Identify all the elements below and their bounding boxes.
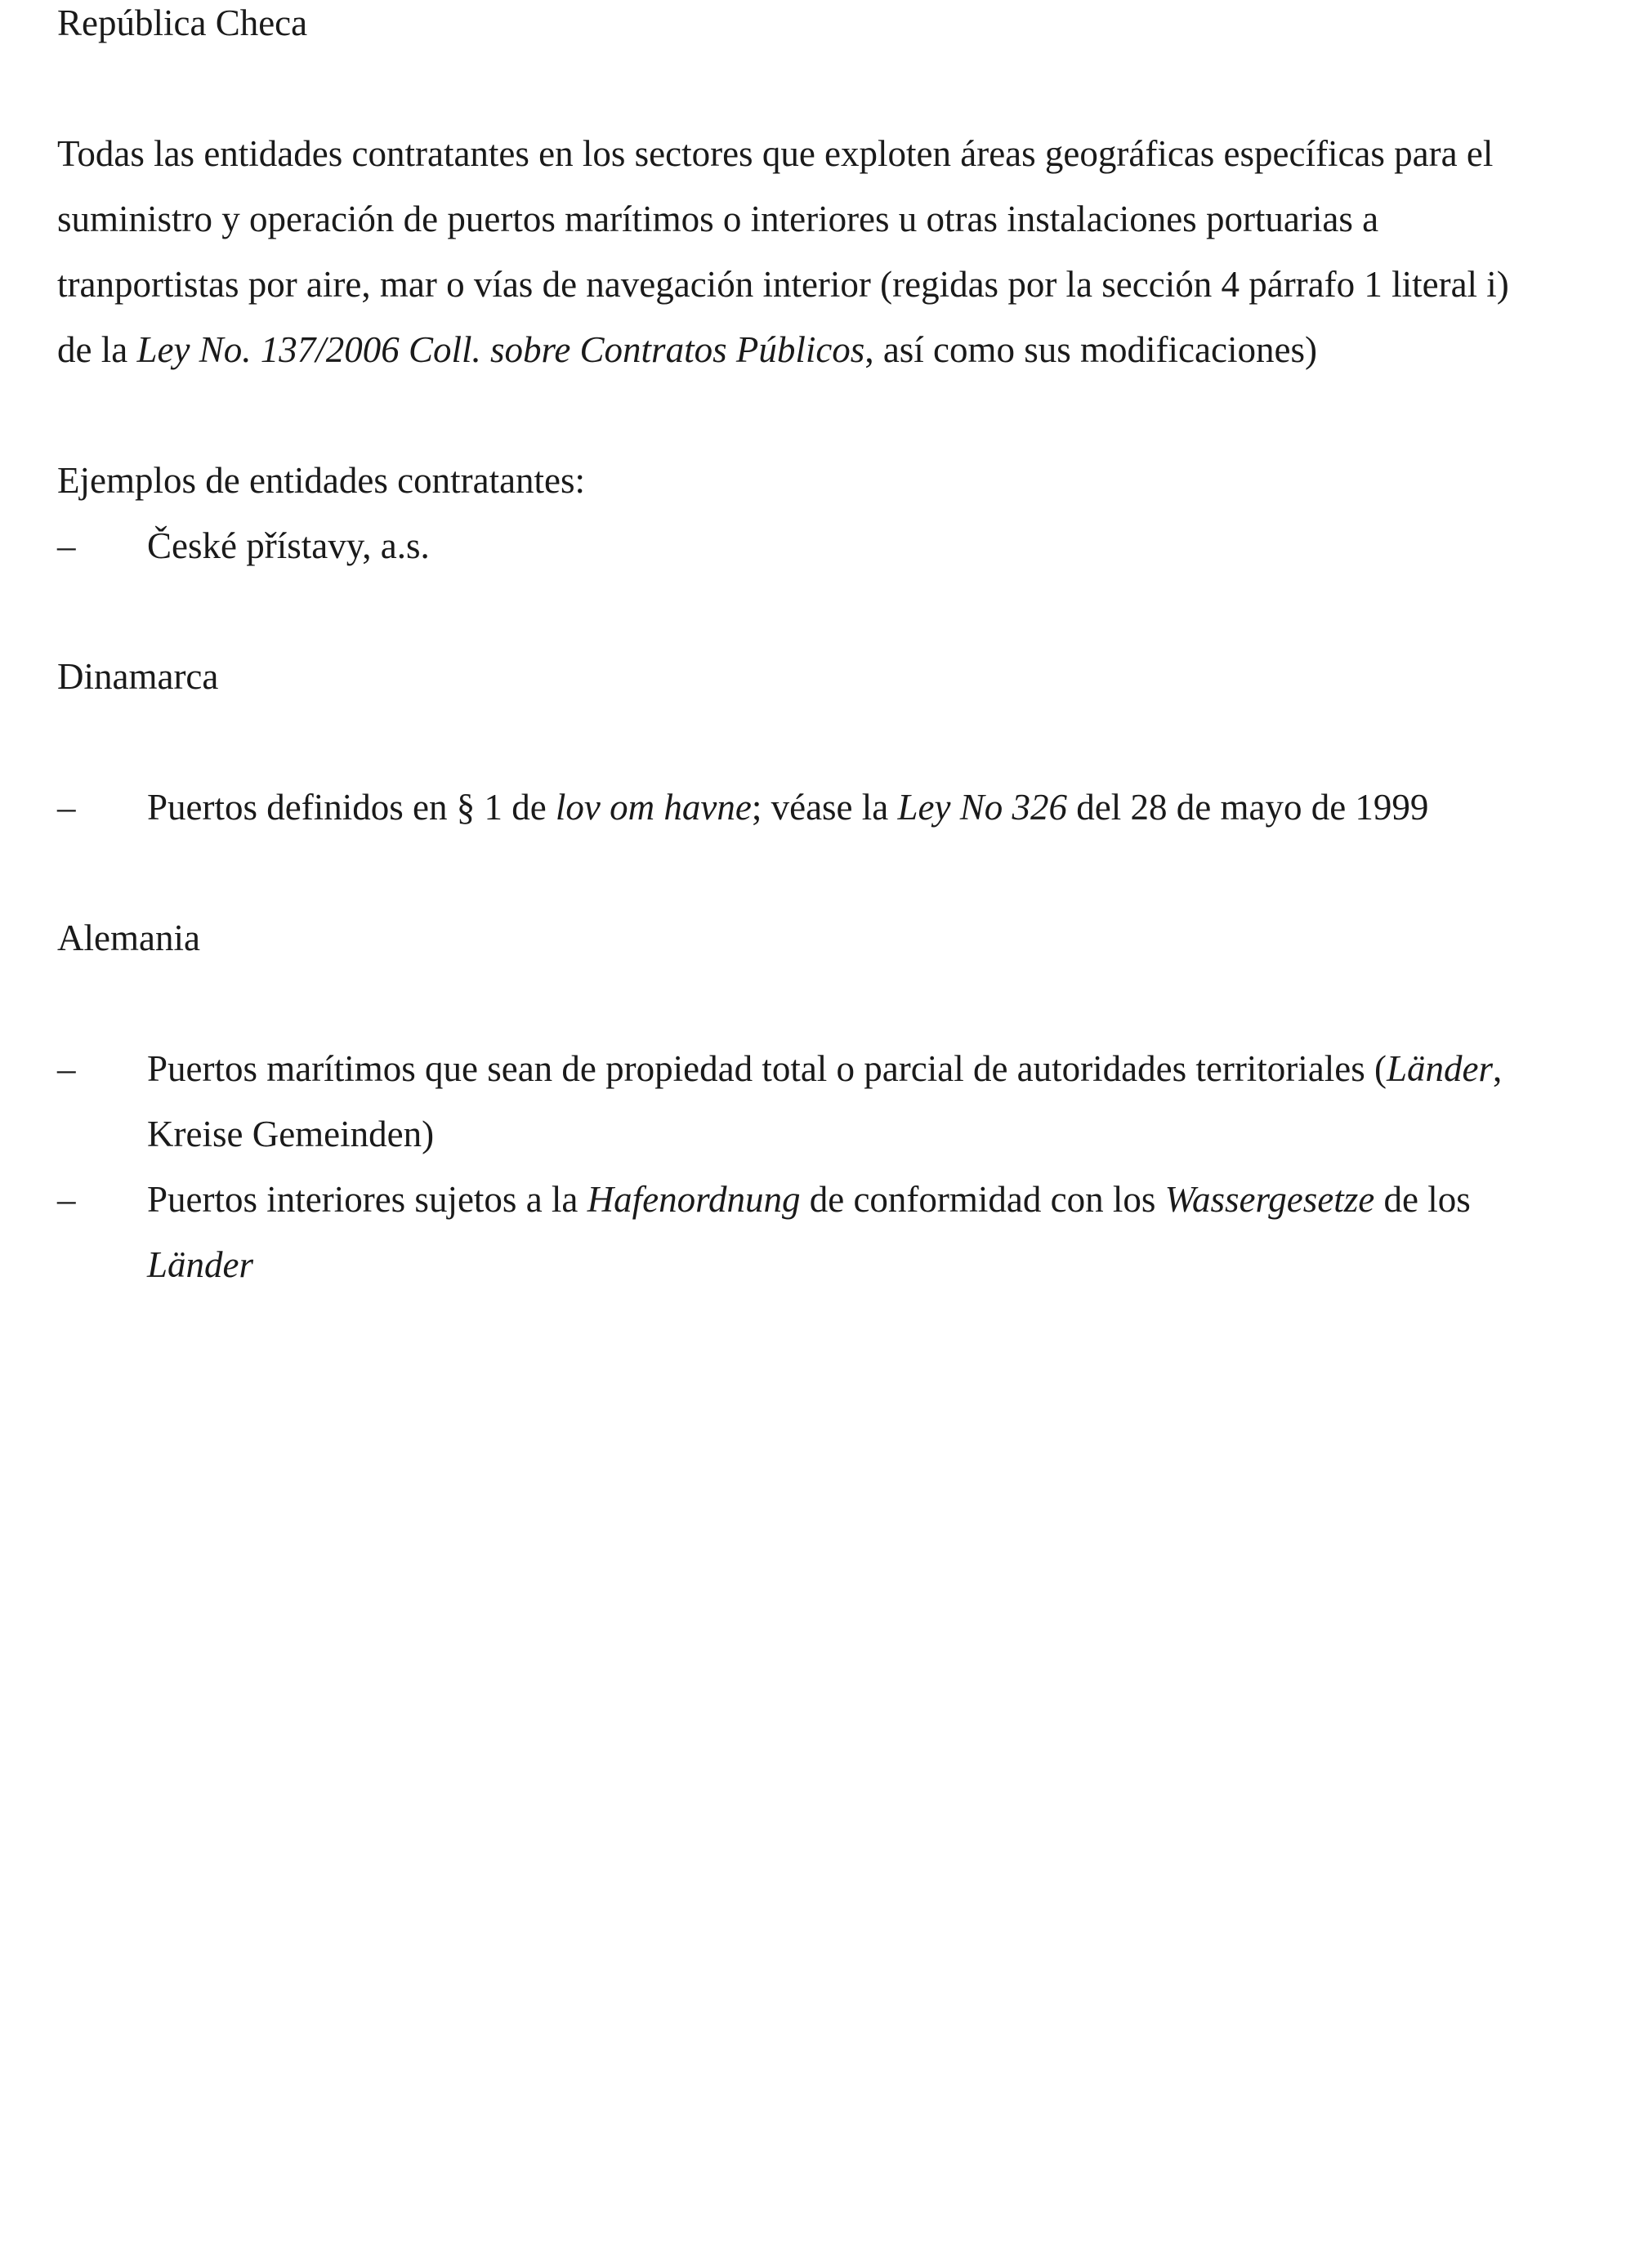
germany-item-1-post: , (1493, 1048, 1503, 1089)
czech-example-item (57, 513, 1577, 578)
germany-list-item-1-cont (57, 1101, 1577, 1167)
czech-paragraph-line-3: tranportistas por aire, mar o vías de navegación interior (regidas por la sección 4 párrafo 1 literal i) (57, 264, 1509, 305)
germany-item-1-pre: Puertos marítimos que sean de propiedad total o parcial de autoridades territoriales ( (147, 1048, 1387, 1089)
germany-item-2-italic-1: Hafenordnung (587, 1179, 801, 1220)
denmark-law-1: lov om havne (555, 787, 752, 828)
germany-list-item-1 (57, 1036, 1577, 1101)
section-heading-denmark: Dinamarca (57, 656, 219, 697)
czech-paragraph-post: , así como sus modificaciones) (864, 329, 1317, 370)
section-heading-czech: República Checa (57, 2, 308, 43)
germany-item-2-pre: Puertos interiores sujetos a la (147, 1179, 587, 1220)
germany-item-1-text (147, 1036, 1502, 1101)
czech-paragraph-line-1: Todas las entidades contratantes en los sectores que exploten áreas geográficas específicas para el (57, 133, 1494, 174)
denmark-item-text (147, 775, 1428, 840)
germany-item-2-line-2 (147, 1232, 253, 1297)
czech-example-text: České přístavy, a.s. (147, 525, 430, 566)
denmark-item-post: del 28 de mayo de 1999 (1067, 787, 1429, 828)
germany-item-2-text (147, 1167, 1471, 1232)
czech-paragraph-line-2: suministro y operación de puertos marítimos o interiores u otras instalaciones portuarias a (57, 199, 1379, 239)
germany-item-1-italic: Länder (1387, 1048, 1494, 1089)
czech-examples-label: Ejemplos de entidades contratantes: (57, 460, 586, 501)
germany-item-1-line-2: Kreise Gemeinden) (147, 1114, 435, 1154)
list-dash: – (57, 787, 76, 828)
czech-law-title: Ley No. 137/2006 Coll. sobre Contratos Públicos (136, 329, 865, 370)
list-dash: – (57, 1179, 76, 1220)
germany-item-2-line-2-italic: Länder (147, 1244, 254, 1285)
germany-item-2-post: de los (1374, 1179, 1471, 1220)
list-dash: – (57, 525, 76, 566)
denmark-item-pre: Puertos definidos en § 1 de (147, 787, 556, 828)
denmark-list-item (57, 775, 1577, 840)
germany-item-2-mid: de conformidad con los (800, 1179, 1165, 1220)
germany-item-2-italic-2: Wassergesetze (1164, 1179, 1375, 1220)
germany-list-item-2-cont (57, 1232, 1577, 1297)
denmark-item-mid: ; véase la (751, 787, 898, 828)
denmark-law-2: Ley No 326 (897, 787, 1068, 828)
germany-list-item-2 (57, 1167, 1577, 1232)
czech-paragraph-line-4 (57, 317, 1317, 382)
section-heading-germany: Alemania (57, 917, 200, 958)
czech-paragraph-pre: de la (57, 329, 137, 370)
list-dash: – (57, 1048, 76, 1089)
